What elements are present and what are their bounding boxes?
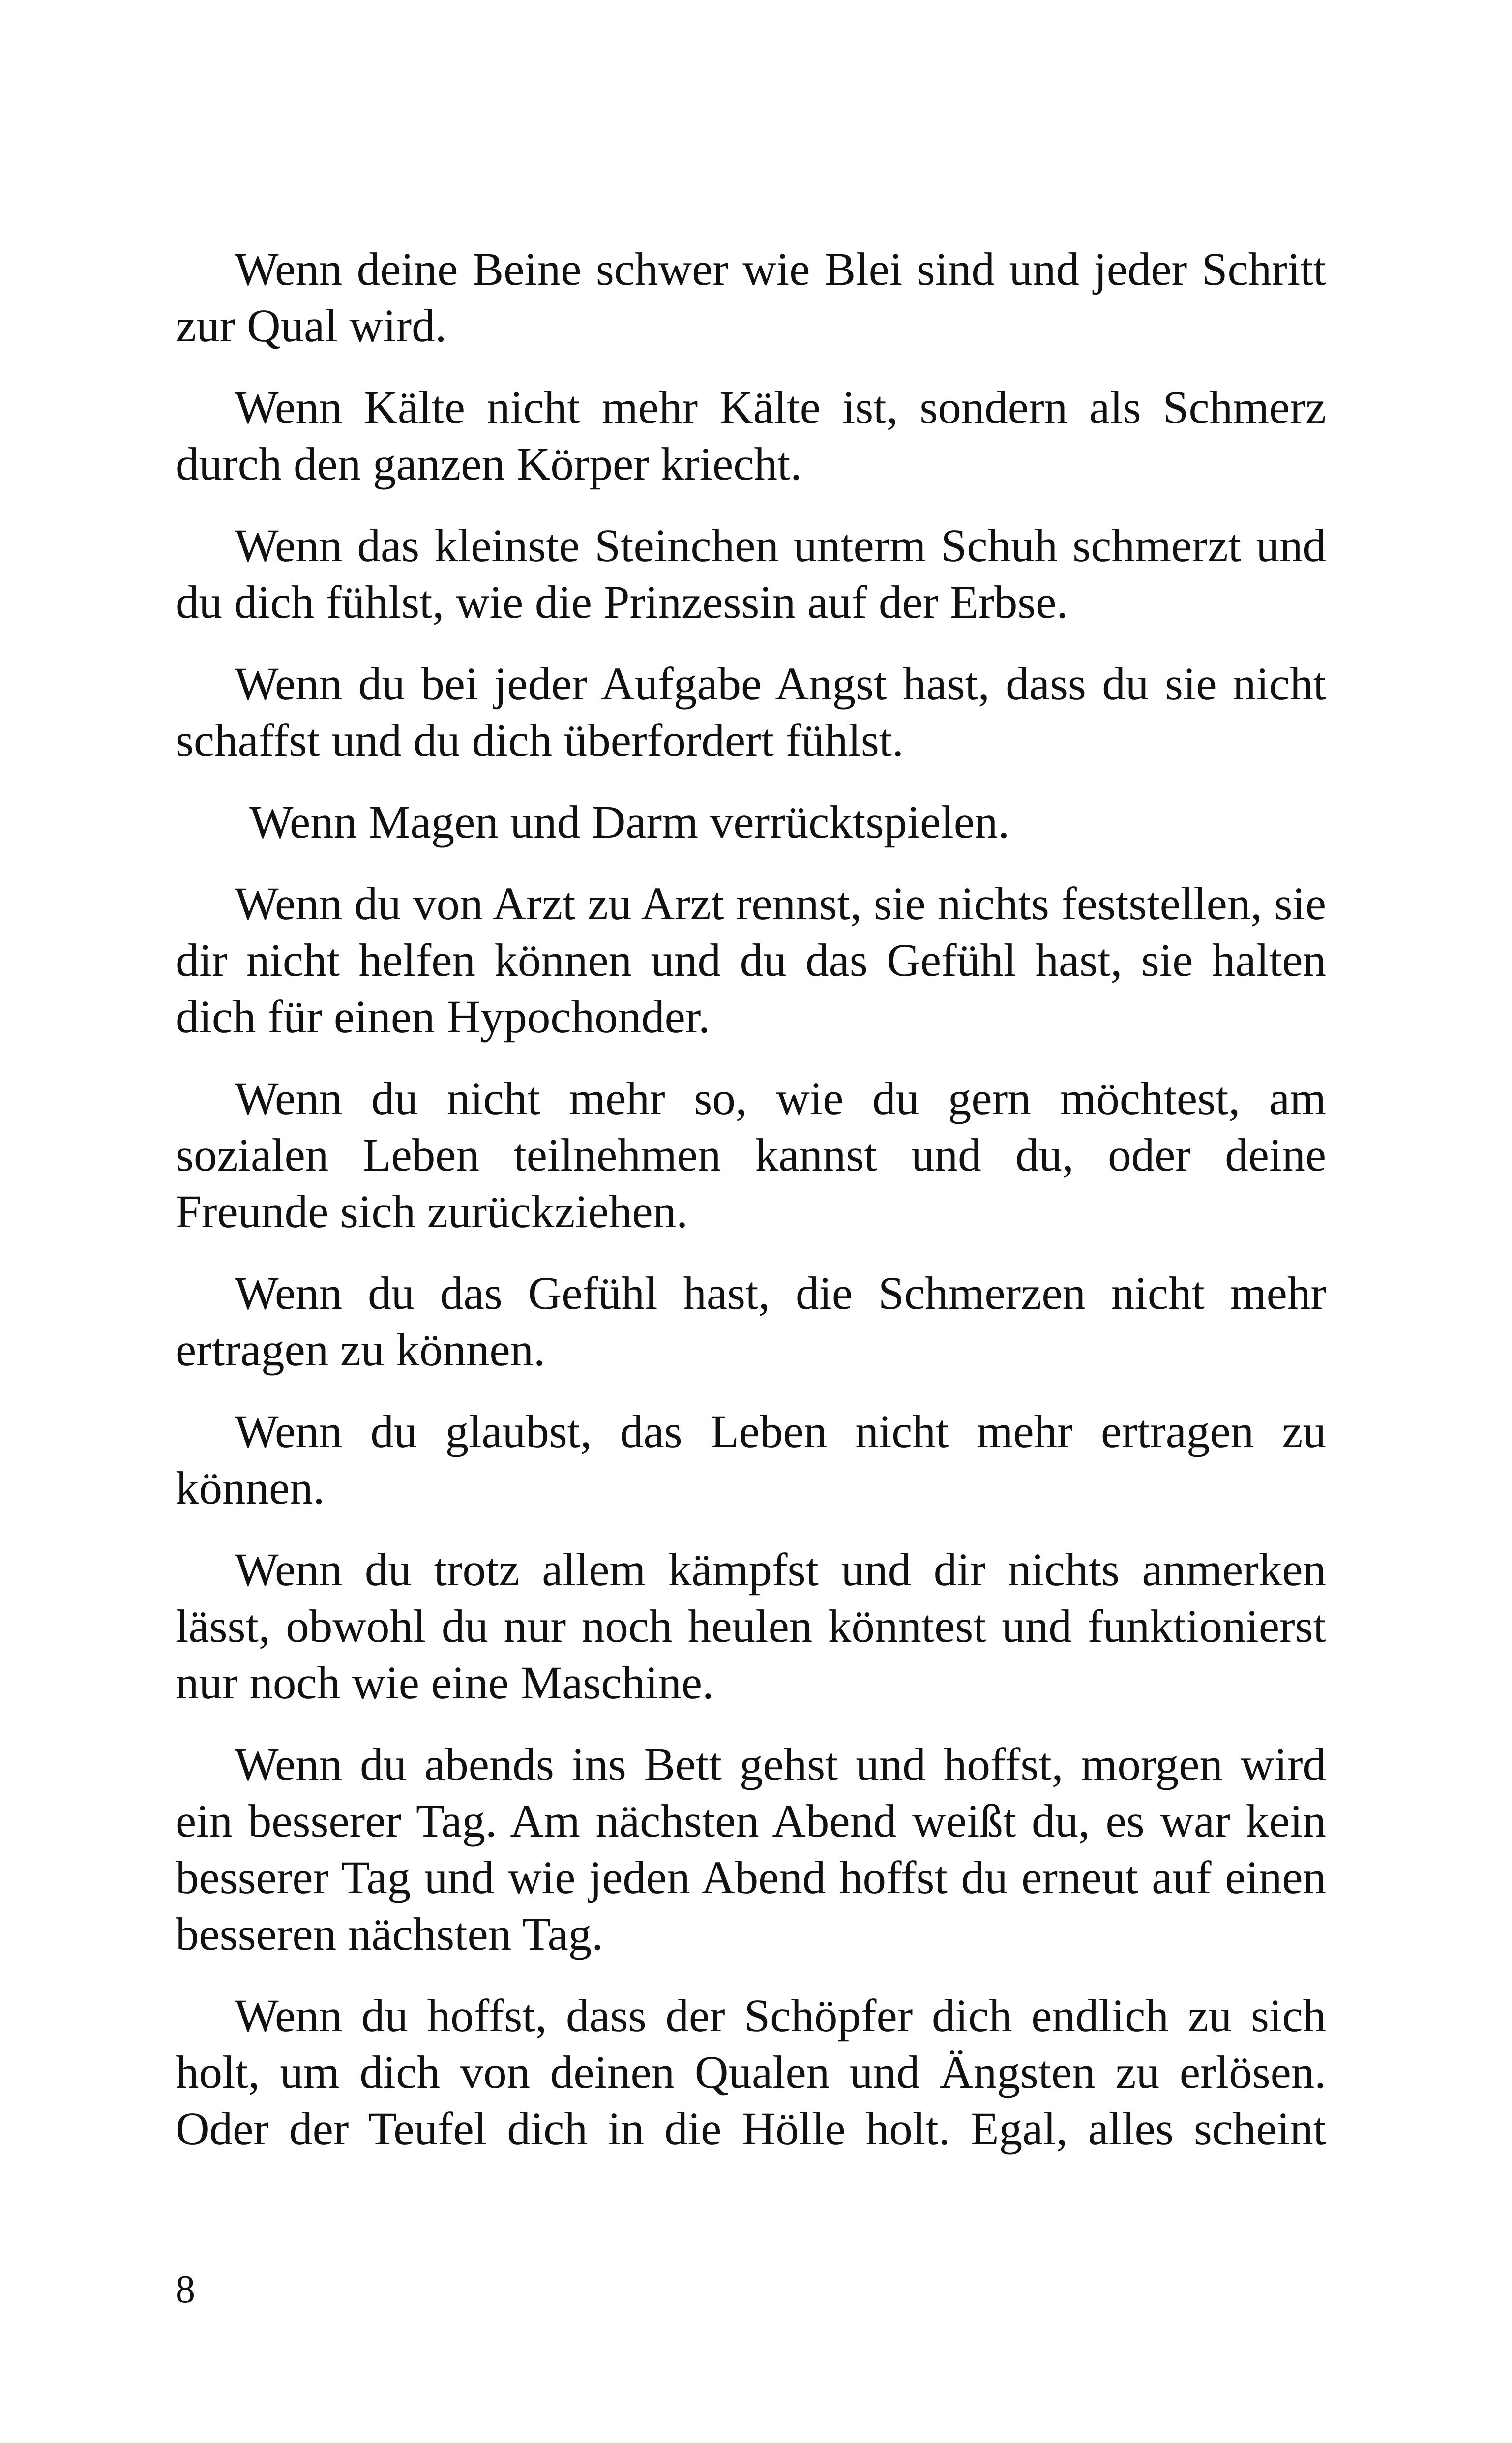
- paragraph: Wenn du nicht mehr so, wie du gern möchtest, am sozialen Leben teilnehmen kannst und du, oder deine Freunde sich zurückziehen.: [176, 1072, 1326, 1237]
- paragraph: Wenn Magen und Darm verrücktspielen.: [249, 796, 1010, 848]
- body-text: [176, 241, 1326, 2157]
- paragraph: Wenn du von Arzt zu Arzt rennst, sie nichts feststellen, sie dir nicht helfen können und du das Gefühl hast, sie halten dich für einen Hypochonder.: [176, 877, 1326, 1043]
- paragraph: Wenn du hoffst, dass der Schöpfer dich endlich zu sich holt, um dich von deinen Qualen und Ängsten zu erlösen. Oder der Teufel dich in die Hölle holt. Egal, alles scheint: [176, 1990, 1326, 2155]
- paragraph: Wenn du bei jeder Aufgabe Angst hast, dass du sie nicht schaffst und du dich überfordert fühlst.: [176, 658, 1326, 766]
- paragraph: Wenn du trotz allem kämpfst und dir nichts anmerken lässt, obwohl du nur noch heulen könntest und funktionierst nur noch wie eine Maschine.: [176, 1543, 1326, 1709]
- paragraph: Wenn das kleinste Steinchen unterm Schuh schmerzt und du dich fühlst, wie die Prinzessin auf der Erbse.: [176, 519, 1326, 628]
- paragraph: Wenn du das Gefühl hast, die Schmerzen nicht mehr ertragen zu können.: [176, 1267, 1326, 1376]
- page-number: 8: [176, 2268, 195, 2311]
- paragraph: Wenn deine Beine schwer wie Blei sind und jeder Schritt zur Qual wird.: [176, 243, 1326, 352]
- paragraph: Wenn Kälte nicht mehr Kälte ist, sondern als Schmerz durch den ganzen Körper kriecht.: [176, 381, 1326, 490]
- paragraph: Wenn du abends ins Bett gehst und hoffst, morgen wird ein besserer Tag. Am nächsten Abend weißt du, es war kein besserer Tag und wie jeden Abend hoffst du erneut auf einen besseren nächsten Tag.: [176, 1738, 1326, 1960]
- paragraph: Wenn du glaubst, das Leben nicht mehr ertragen zu können.: [176, 1405, 1326, 1514]
